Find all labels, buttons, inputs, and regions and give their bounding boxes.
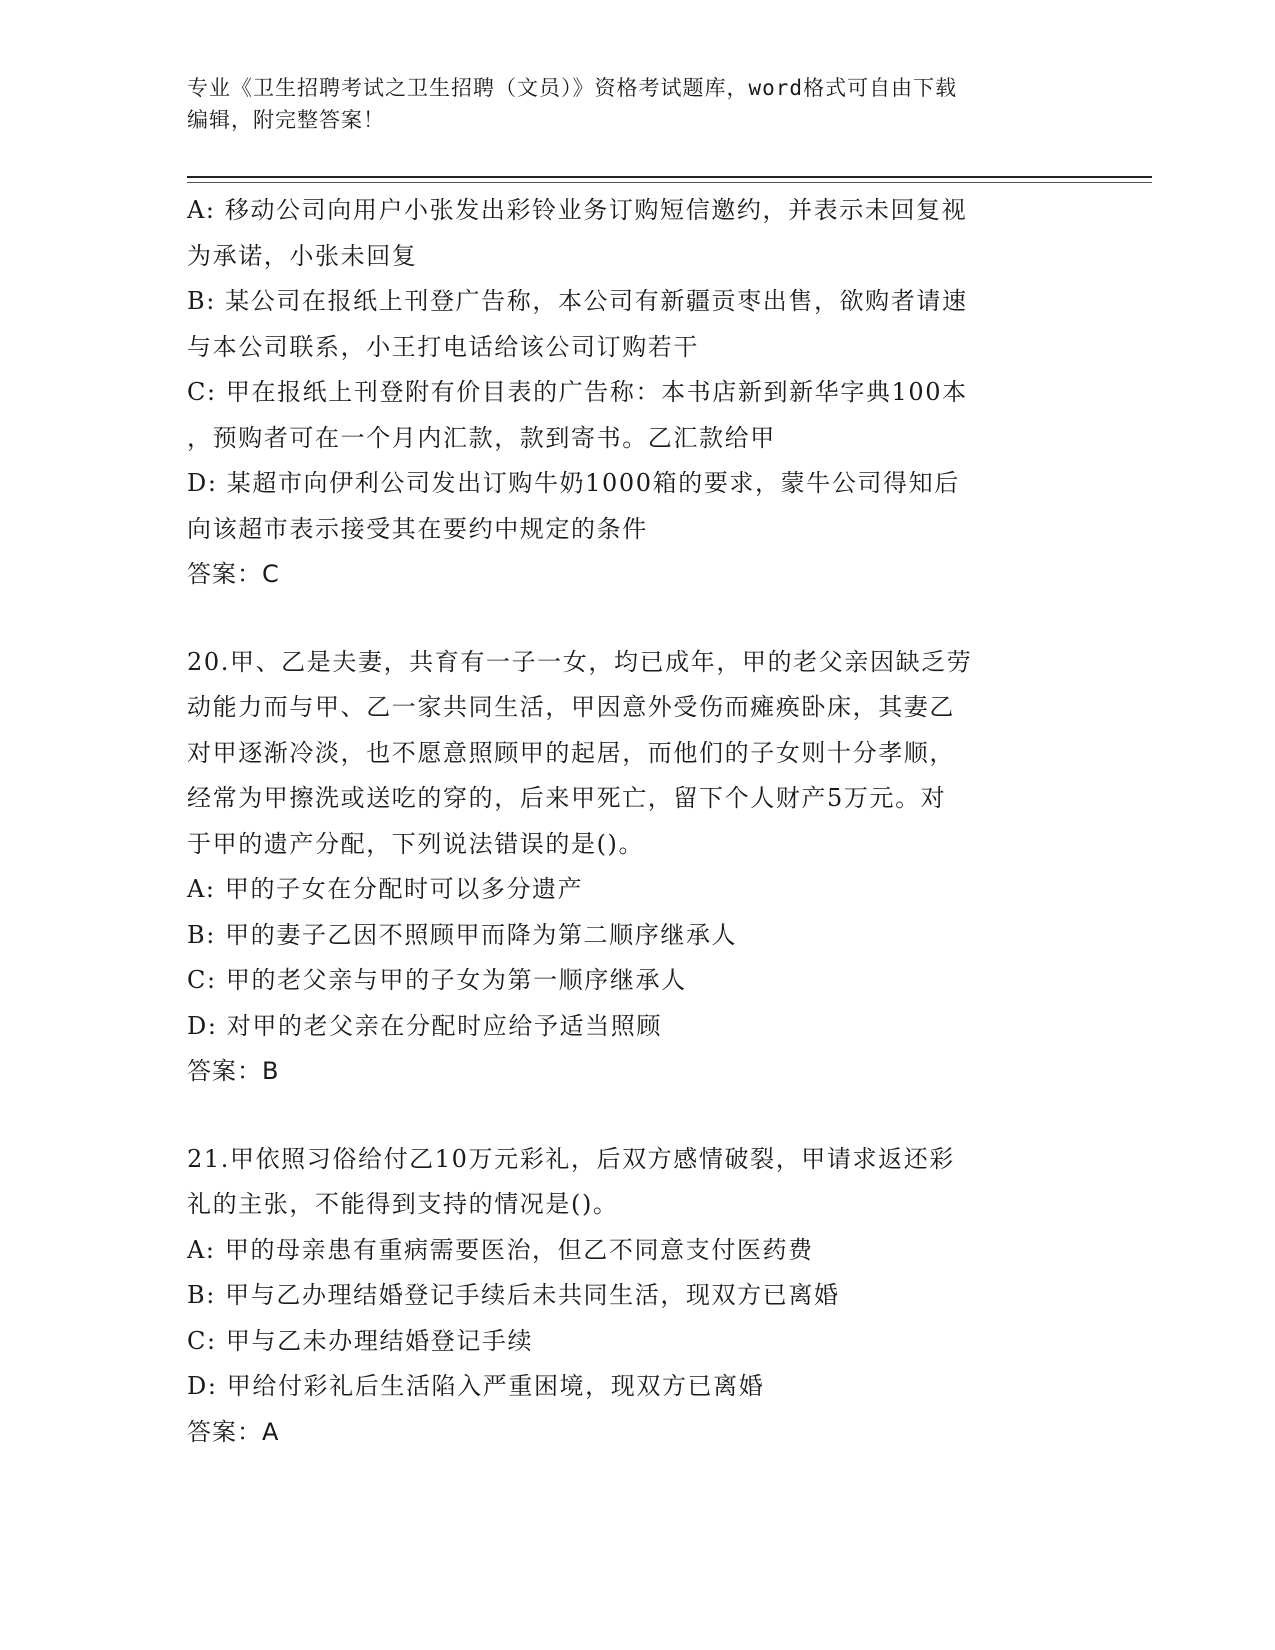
- option-a: A: 甲的母亲患有重病需要医治，但乙不同意支付医药费: [187, 1235, 814, 1264]
- question-19-continued: [187, 188, 1067, 598]
- question-stem-line: 21.甲依照习俗给付乙10万元彩礼，后双方感情破裂，甲请求返还彩: [187, 1144, 955, 1173]
- option-b: [187, 279, 1067, 370]
- question-20: [187, 640, 1067, 1095]
- option-d: D: 对甲的老父亲在分配时应给予适当照顾: [187, 1011, 662, 1040]
- option-b-line-1: B: 某公司在报纸上刊登广告称，本公司有新疆贡枣出售，欲购者请速: [187, 287, 968, 315]
- question-21: [187, 1137, 1067, 1456]
- document-header: [187, 72, 1067, 136]
- spacer: [187, 598, 1067, 640]
- question-stem-line: 礼的主张，不能得到支持的情况是()。: [187, 1190, 619, 1218]
- header-divider-thin: [187, 182, 1152, 183]
- option-c: [187, 370, 1067, 461]
- option-d: [187, 461, 1067, 552]
- question-stem-line: 经常为甲擦洗或送吃的穿的，后来甲死亡，留下个人财产5万元。对: [187, 784, 947, 812]
- option-a-line-2: 为承诺，小张未回复: [187, 241, 418, 270]
- option-b: B: 甲与乙办理结婚登记手续后未共同生活，现双方已离婚: [187, 1281, 840, 1309]
- option-d-line-1: D: 某超市向伊利公司发出订购牛奶1000箱的要求，蒙牛公司得知后: [187, 469, 960, 497]
- option-c-line-2: ，预购者可在一个月内汇款，款到寄书。乙汇款给甲: [187, 423, 776, 452]
- option-a-line-1: A: 移动公司向用户小张发出彩铃业务订购短信邀约，并表示未回复视: [187, 196, 968, 224]
- question-stem-line: 20.甲、乙是夫妻，共育有一子一女，均已成年，甲的老父亲因缺乏劳: [187, 647, 973, 676]
- answer-line: 答案：A: [187, 1417, 280, 1446]
- option-c: C: 甲的老父亲与甲的子女为第一顺序继承人: [187, 966, 687, 994]
- answer-line: 答案：C: [187, 560, 280, 588]
- option-c-line-1: C: 甲在报纸上刊登附有价目表的广告称：本书店新到新华字典100本: [187, 378, 968, 406]
- header-divider-thick: [187, 176, 1152, 178]
- document-body: [187, 188, 1067, 1455]
- option-d: D: 甲给付彩礼后生活陷入严重困境，现双方已离婚: [187, 1372, 765, 1400]
- question-stem-line: 动能力而与甲、乙一家共同生活，甲因意外受伤而瘫痪卧床，其妻乙: [187, 693, 955, 721]
- option-b: B: 甲的妻子乙因不照顾甲而降为第二顺序继承人: [187, 920, 738, 949]
- answer-line: 答案：B: [187, 1057, 280, 1085]
- option-b-line-2: 与本公司联系，小王打电话给该公司订购若干: [187, 332, 699, 361]
- header-line-1: 专业《卫生招聘考试之卫生招聘（文员）》资格考试题库，word格式可自由下载: [187, 76, 958, 100]
- option-d-line-2: 向该超市表示接受其在要约中规定的条件: [187, 514, 648, 543]
- spacer: [187, 1095, 1067, 1137]
- option-a: [187, 188, 1067, 279]
- question-stem-line: 于甲的遗产分配，下列说法错误的是()。: [187, 829, 645, 858]
- option-a: A: 甲的子女在分配时可以多分遗产: [187, 875, 584, 903]
- question-stem-line: 对甲逐渐冷淡，也不愿意照顾甲的起居，而他们的子女则十分孝顺，: [187, 738, 955, 767]
- option-c: C: 甲与乙未办理结婚登记手续: [187, 1326, 534, 1355]
- header-line-2: 编辑，附完整答案！: [187, 108, 385, 132]
